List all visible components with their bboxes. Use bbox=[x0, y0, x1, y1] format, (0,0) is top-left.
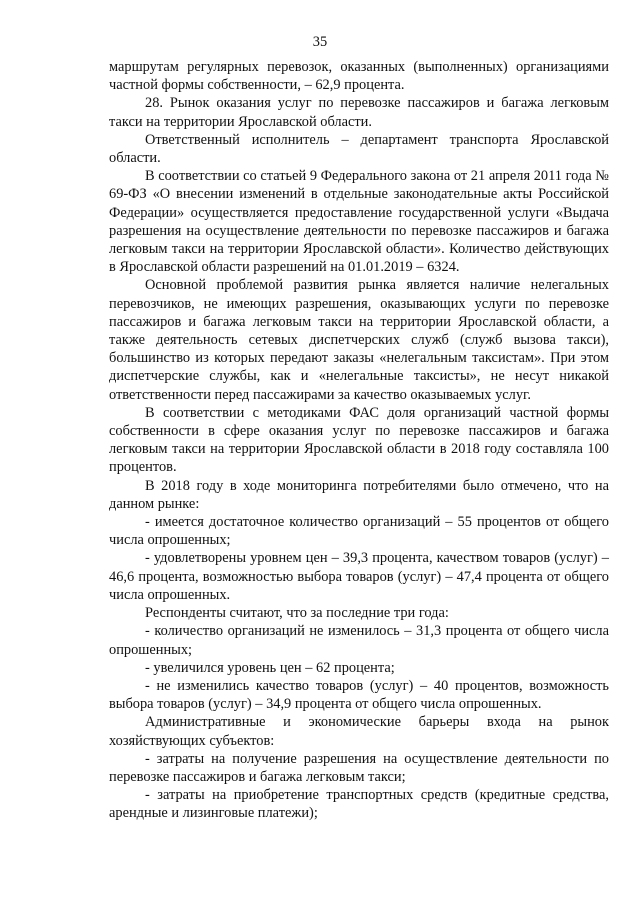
paragraph: В 2018 году в ходе мониторинга потребителями было отмечено, что на данном рынке: bbox=[109, 477, 609, 512]
paragraph: В соответствии с методиками ФАС доля организаций частной формы собственности в сфере оказания услуг по перевозке пассажиров и багажа легковым такси на территории Ярославской области в 2018 году составляла 100 процентов. bbox=[109, 404, 609, 476]
list-item: - количество организаций не изменилось – 31,3 процента от общего числа опрошенных; bbox=[109, 623, 609, 658]
document-body bbox=[109, 58, 609, 823]
paragraph: Основной проблемой развития рынка является наличие нелегальных перевозчиков, не имеющих разрешения, оказывающих услуги по перевозке пассажиров и багажа легковым такси на территории Ярославской области, а также деятельность сетевых диспетчерских служб (служб вызова такси), большинство из которых передают заказы «нелегальным таксистам». При этом диспетчерские службы, как и «нелегальные таксисты», не несут никакой ответственности перед пассажирами за качество оказываемых услуг. bbox=[109, 277, 609, 403]
list-item: - затраты на приобретение транспортных средств (кредитные средства, арендные и лизинговые платежи); bbox=[109, 787, 609, 822]
list-item: - не изменились качество товаров (услуг) – 40 процентов, возможность выбора товаров (услуг) – 34,9 процента от общего числа опрошенных. bbox=[109, 677, 609, 713]
list-item: - увеличился уровень цен – 62 процента; bbox=[145, 659, 395, 676]
paragraph: В соответствии со статьей 9 Федерального закона от 21 апреля 2011 года № 69-ФЗ «О внесении изменений в отдельные законодательные акты Российской Федерации» осуществляется предоставление государственной услуги «Выдача разрешения на осуществление деятельности по перевозке пассажиров и багажа легковым такси на территории Ярославской области». Количество действующих в Ярославской области разрешений на 01.01.2019 – 6324. bbox=[109, 168, 609, 276]
paragraph: Респонденты считают, что за последние три года: bbox=[145, 605, 449, 622]
paragraph: Ответственный исполнитель – департамент транспорта Ярославской области. bbox=[109, 131, 609, 167]
paragraph: 28. Рынок оказания услуг по перевозке пассажиров и багажа легковым такси на территории Ярославской области. bbox=[109, 95, 609, 130]
list-item: - удовлетворены уровнем цен – 39,3 процента, качеством товаров (услуг) – 46,6 процента, возможностью выбора товаров (услуг) – 47,4 процента от общего числа опрошенных. bbox=[109, 550, 609, 603]
list-item: - затраты на получение разрешения на осуществление деятельности по перевозке пассажиров и багажа легковым такси; bbox=[109, 750, 609, 785]
paragraph: Административные и экономические барьеры входа на рынок хозяйствующих субъектов: bbox=[109, 714, 609, 749]
list-item: - имеется достаточное количество организаций – 55 процентов от общего числа опрошенных; bbox=[109, 514, 609, 549]
page-number: 35 bbox=[312, 34, 328, 50]
paragraph: маршрутам регулярных перевозок, оказанных (выполненных) организациями частной формы собственности, – 62,9 процента. bbox=[109, 59, 609, 94]
